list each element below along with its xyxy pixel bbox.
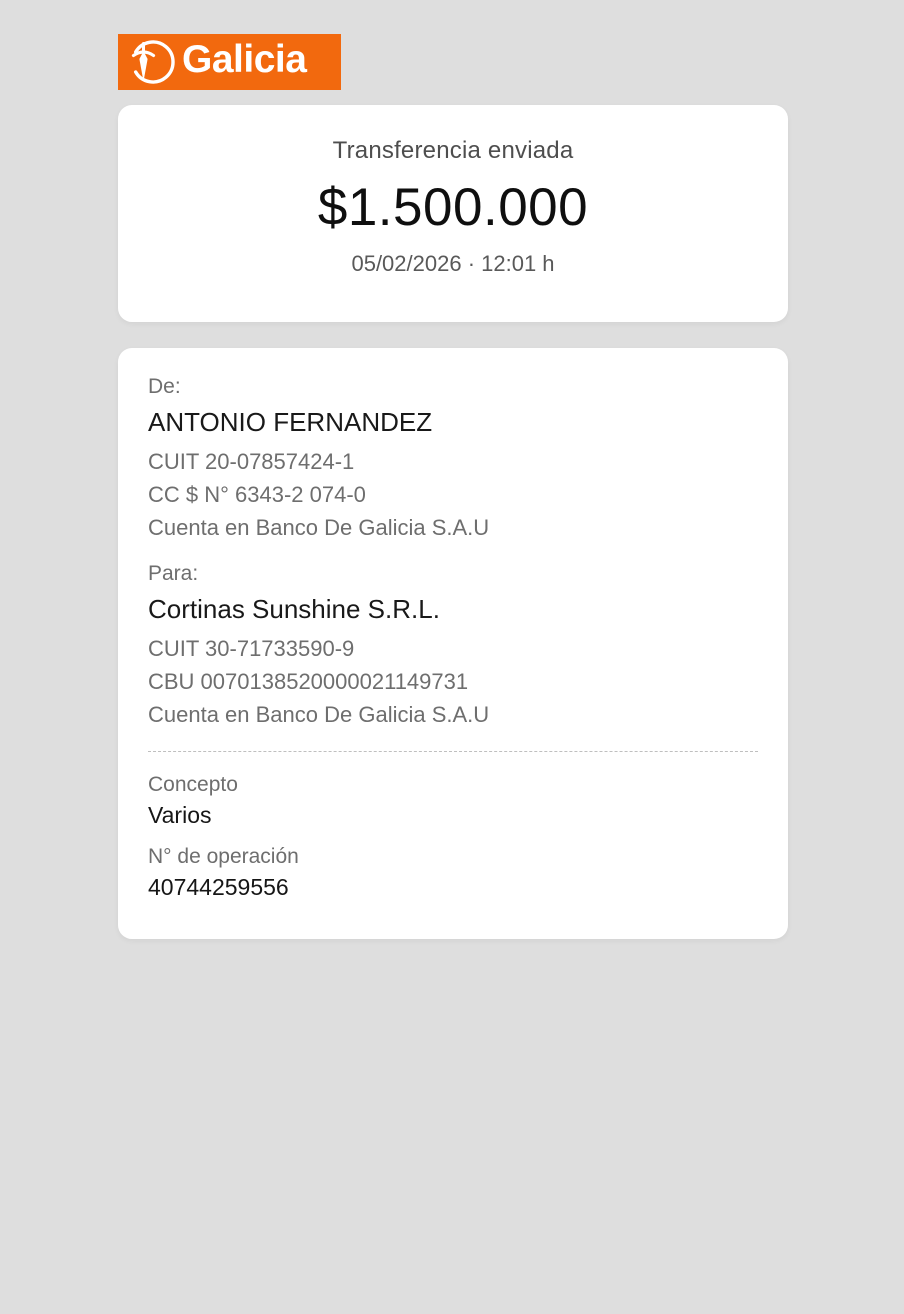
galicia-logo xyxy=(118,34,341,90)
galicia-logo-text: Galicia xyxy=(182,38,307,81)
sender-label: De: xyxy=(148,375,181,398)
sender-section xyxy=(148,374,758,540)
recipient-cbu: CBU 0070138520000021149731 xyxy=(148,669,469,694)
concept-label: Concepto xyxy=(148,773,238,796)
galicia-sword-icon xyxy=(127,38,175,86)
transfer-details-card xyxy=(118,348,788,939)
dashed-divider xyxy=(148,751,758,752)
recipient-name: Cortinas Sunshine S.R.L. xyxy=(148,594,440,624)
concept-field xyxy=(148,772,758,829)
transfer-datetime: 05/02/2026 · 12:01 h xyxy=(351,251,555,276)
sender-name: ANTONIO FERNANDEZ xyxy=(148,407,433,437)
operation-number-label: N° de operación xyxy=(148,845,299,868)
sender-account-number: CC $ N° 6343-2 074-0 xyxy=(148,482,366,507)
operation-number-value: 40744259556 xyxy=(148,874,289,900)
sender-cuit: CUIT 20-07857424-1 xyxy=(148,449,355,474)
recipient-cuit: CUIT 30-71733590-9 xyxy=(148,636,355,661)
transfer-summary-card xyxy=(118,105,788,322)
recipient-label: Para: xyxy=(148,562,199,585)
operation-number-field xyxy=(148,844,758,901)
transfer-status-title: Transferencia enviada xyxy=(332,137,574,164)
receipt-screen xyxy=(0,34,904,939)
recipient-section xyxy=(148,561,758,727)
recipient-bank: Cuenta en Banco De Galicia S.A.U xyxy=(148,702,490,727)
sender-bank: Cuenta en Banco De Galicia S.A.U xyxy=(148,515,490,540)
transfer-amount: $1.500.000 xyxy=(317,178,589,237)
concept-value: Varios xyxy=(148,802,212,828)
